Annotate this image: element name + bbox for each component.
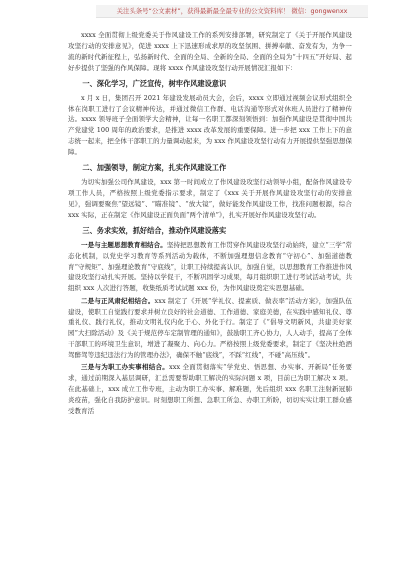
section-3-paragraph-1 [68, 240, 352, 295]
section-3-paragraph-3 [68, 362, 352, 417]
section-1-paragraph: x 月 x 日，集团召开 2021 年建设发展动员大会，会后，xxxx 立即通过视频会议形式组织全体在岗职工进行了会议精神传达，并通过微信工作群、电话沟通等形式对休班人员进行了精神传达。xxxx 领导班子全面领学大会精神，让每一名职工都深刻领悟到：加强作风建设是贯彻中国共产党建党 100 周年的政治要求，是推进 xxxx 改革发展的重要保障。进一步把 xxx 工作上下的意志统一起来，把全体干部职工的力量调动起来，为 xxx 作风建设攻坚行动有力开展提供坚强思想保障。 [68, 93, 352, 157]
intro-paragraph: xxxx 全面贯彻上级党委关于作风建设工作的系列安排部署，研究制定了《关于开展作风建设攻坚行动的安排意见》，促进 xxxx 上下迅速形成求厚的攻坚氛围、拼搏奉献、奋发有为，为争一流的新时代新征程上，弘扬新时代、全面的全局、全新的全局、全面的全局为“十四五”开好局、起好步提供了坚强的作风保障。现将 xxxx 作风建设攻坚行动开展情况汇报如下： [68, 31, 352, 72]
paragraph-lead: 三是与为职工办实事相结合。 [81, 363, 170, 372]
section-2-paragraph: 为切实加强公司作风建设，xxx 第一时间成立了作风建设攻坚行动领导小组，配备作风建设专项工作人员，严格按照上级党委指示要求，制定了《xxx 关于开展作风建设攻坚行动的安排意见》，强调要聚焦“望远镜”、“瞄准镜”、“放大镜”，做好能发作风建设工作，找准问题根源，综合 xxx 实际，正在制定《作风建设正面负面“两个清单”》，扎实开展好作风建设攻坚行动。 [68, 178, 352, 219]
paragraph-body: xxx 全面贯彻落实“学党史、悟思想、办实事、开新局”任务要求，通过前期深入基层调研，汇总需要帮助职工解决的实际问题 x 项，目前已为职工解决 x 项。在此基础上，xxx 成立工作专班，主动为职工办实事、解难题，先后组织 xxx 名职工注射新冠肺炎疫苗，强化自我防护意识。时刻想职工所想、急职工所急、办职工所盼，切切实实让职工群众感受教育活 [68, 363, 352, 416]
paragraph-lead: 二是与正风肃纪相结合。 [81, 296, 155, 305]
section-heading-3: 三、务求实效，抓好结合，推动作风建设落实 [82, 225, 227, 235]
top-banner: 关注头条号“公文素材”，获得最新最全最专业的公文资料库！ 微信：gongwenxx [96, 5, 368, 18]
paragraph-body: xxx 制定了《开展“学礼仪、提素质、做表率”活动方案》，加强队伍建设，使职工自觉践行要求并树立良好的社会道德、工作道德、家庭美德，在实践中感知礼仪、尊重礼仪、践行礼仪，推动文明礼仪内化于心、外化于行。制定了《“倡导文明新风，共建美好家园”大扫除活动》及《关于规范停车定制管理的通知》，鼓励职工齐心协力，人人动手，提高了全体干部职工的环境卫生意识，增进了凝聚力、向心力。严格按照上级党委要求，制定了《坚决杜绝酒驾醉驾等违纪违法行为的管理办法》，确保不触“底线”，不踩“红线”，不碰“高压线”。 [68, 296, 352, 360]
section-3-paragraph-2 [68, 296, 352, 361]
paragraph-body: 坚持把思想教育工作贯穿作风建设攻坚行动始终，建立“三学”常态化机制，以党史学习教育等系列活动为载体，不断加强理想信念教育“守初心”、加强道德教育“守规矩”、加强理论教育“守底线”，让职工持续提高认识，加强自觉，以思想教育工作推进作风建设攻坚行动扎实开展。坚持以学促干，不断巩固学习成果，每月组织职工进行考试活动考试，共组织 xxx 人次进行答题，收集纸质考试试题 xxx 份，为作风建设奠定实思想基础。 [68, 240, 352, 293]
document-page [68, 30, 352, 575]
paragraph-lead: 一是与主题思想教育相结合。 [81, 240, 167, 249]
section-heading-1: 一、深化学习，广泛宣传，树牢作风建设意识 [82, 78, 227, 88]
section-heading-2: 二、加强领导，制定方案，扎实作风建设工作 [82, 163, 227, 173]
